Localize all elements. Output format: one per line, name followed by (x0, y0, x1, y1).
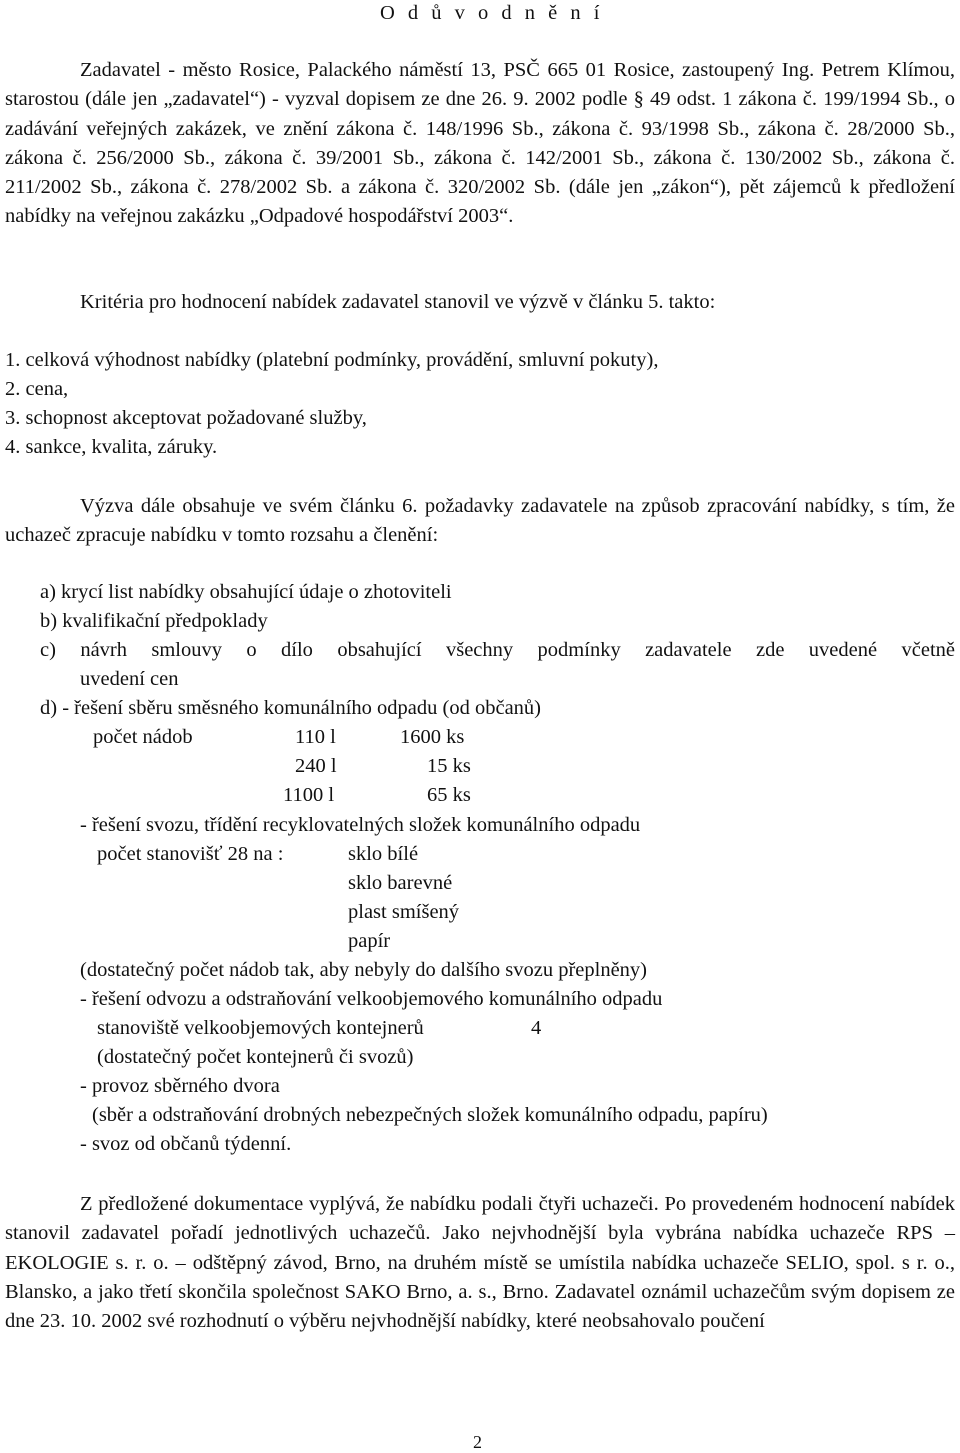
sorting-heading: - řešení svozu, třídění recyklovatelných složek komunálního odpadu (80, 814, 641, 836)
container-count: 15 ks (427, 755, 471, 777)
item-b: b) kvalifikační předpoklady (40, 610, 268, 632)
bulky-heading: - řešení odvozu a odstraňování velkoobjemového komunálního odpadu (80, 988, 663, 1010)
bulky-sites-label: stanoviště velkoobjemových kontejnerů (97, 1017, 424, 1039)
weekly-collection: - svoz od občanů týdenní. (80, 1133, 292, 1155)
document-title: O d ů v o d n ě n í (380, 2, 604, 24)
requirements-paragraph (5, 492, 955, 551)
intro-text: Zadavatel - město Rosice, Palackého náměstí 13, PSČ 665 01 Rosice, zastoupený Ing. Petrem Klímou, starostou (dále jen „zadavatel“) - vyzval dopisem ze dne 26. 9. 2002 podle § 49 odst. 1 zákona č. 199/1994 Sb., o zadávání veřejných zakázek, ve znění zákona č. 148/1996 Sb., zákona č. 93/1998 Sb., zákona č. 28/2000 Sb., zákona č. 256/2000 Sb., zákona č. 39/2001 Sb., zákona č. 142/2001 Sb., zákona č. 130/2002 Sb., zákona č. 211/2002 Sb., zákona č. 278/2002 Sb. a zákona č. 320/2002 Sb. (dále jen „zákon“), pět zájemců k předložení nabídky na veřejnou zakázku „Odpadové hospodářství 2003“. (5, 59, 955, 228)
container-size: 1100 l (283, 784, 335, 806)
page-number: 2 (473, 1432, 482, 1452)
container-size: 110 l (295, 726, 336, 748)
sorting-type: plast smíšený (348, 901, 460, 923)
criterion-3: 3. schopnost akceptovat požadované služby, (5, 407, 367, 429)
item-c: c) návrh smlouvy o dílo obsahující všechny podmínky zadavatele zde uvedené včetně (40, 639, 955, 661)
criteria-intro: Kritéria pro hodnocení nabídek zadavatel stanovil ve výzvě v článku 5. takto: (80, 291, 716, 313)
item-d: d) - řešení sběru směsného komunálního odpadu (od občanů) (40, 697, 541, 719)
yard-heading: - provoz sběrného dvora (80, 1075, 280, 1097)
sorting-type: papír (348, 930, 391, 952)
criterion-1: 1. celková výhodnost nabídky (platební podmínky, provádění, smluvní pokuty), (5, 349, 659, 371)
container-count: 65 ks (427, 784, 471, 806)
bulky-sites-count: 4 (531, 1017, 542, 1039)
containers-label: počet nádob (93, 726, 193, 748)
conclusion-text: Z předložené dokumentace vyplývá, že nabídku podali čtyři uchazeči. Po provedeném hodnocení nabídek stanovil zadavatel pořadí jednotlivých uchazečů. Jako nejvhodnější byla vybrána nabídka uchazeče RPS – EKOLOGIE s. r. o. – odštěpný závod, Brno, na druhém místě se umístila nabídka uchazeče SELIO, spol. s r. o., Blansko, a jako třetí skončila společnost SAKO Brno, a. s., Brno. Zadavatel oznámil uchazečům svým dopisem ze dne 23. 10. 2002 své rozhodnutí o výběru nejvhodnější nabídky, které neobsahovalo poučení (5, 1193, 955, 1333)
sorting-type: sklo barevné (348, 872, 453, 894)
criterion-4: 4. sankce, kvalita, záruky. (5, 436, 218, 458)
conclusion-paragraph (5, 1190, 955, 1336)
item-a: a) krycí list nabídky obsahující údaje o zhotoviteli (40, 581, 452, 603)
container-count: 1600 ks (400, 726, 465, 748)
item-c-continued: uvedení cen (80, 668, 179, 690)
yard-note: (sběr a odstraňování drobných nebezpečných složek komunálního odpadu, papíru) (92, 1104, 768, 1126)
container-size: 240 l (295, 755, 337, 777)
sorting-label: počet stanovišť 28 na : (97, 843, 284, 865)
intro-paragraph (5, 56, 955, 232)
sorting-type: sklo bílé (348, 843, 419, 865)
sorting-note: (dostatečný počet nádob tak, aby nebyly do dalšího svozu přeplněny) (80, 959, 648, 981)
requirements-text: Výzva dále obsahuje ve svém článku 6. požadavky zadavatele na způsob zpracování nabídky, s tím, že uchazeč zpracuje nabídku v tomto rozsahu a členění: (5, 495, 955, 547)
criterion-2: 2. cena, (5, 378, 69, 400)
bulky-note: (dostatečný počet kontejnerů či svozů) (97, 1046, 414, 1068)
